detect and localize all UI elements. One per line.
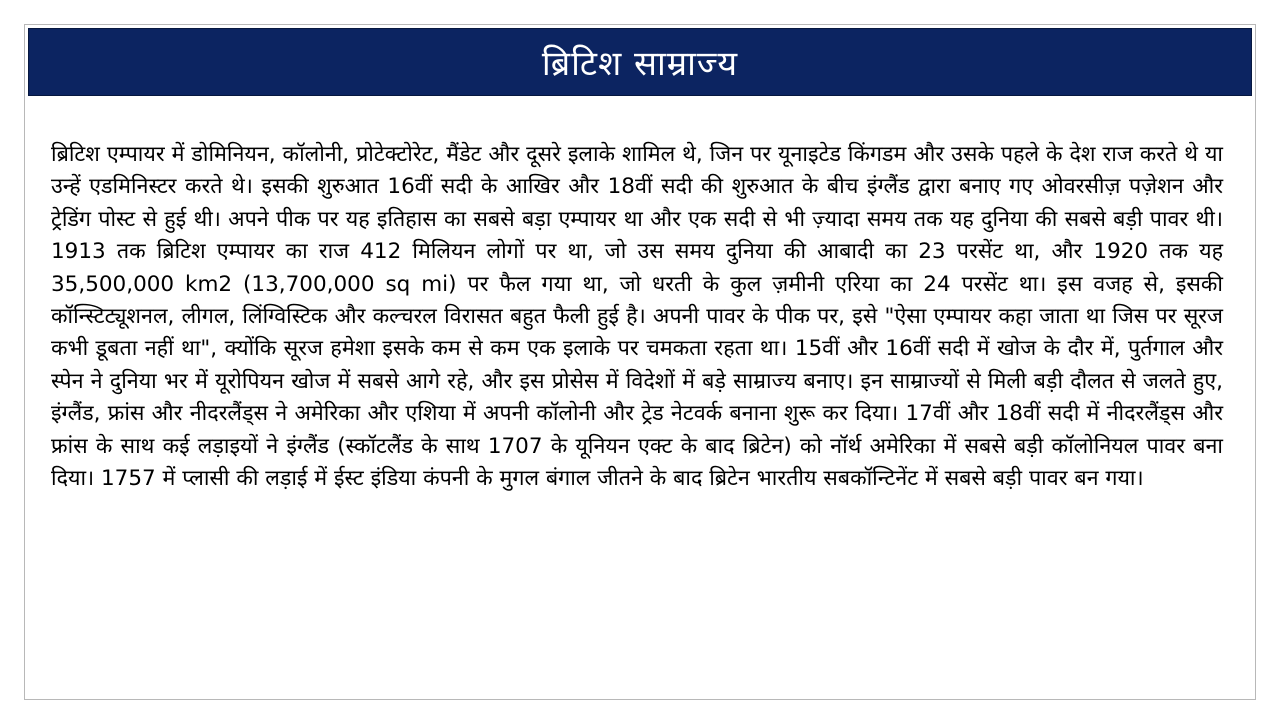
slide: [24, 24, 1256, 700]
slide-title: ब्रिटिश साम्राज्य: [541, 44, 739, 84]
title-bar: [28, 28, 1252, 96]
body-paragraph: ब्रिटिश एम्पायर में डोमिनियन, कॉलोनी, प्रोटेक्टोरेट, मैंडेट और दूसरे इलाके शामिल थे, जिन पर यूनाइटेड किंगडम और उसके पहले के देश राज करते थे या उन्हें एडमिनिस्टर करते थे। इसकी शुरुआत 16वीं सदी के आखिर और 18वीं सदी की शुरुआत के बीच इंग्लैंड द्वारा बनाए गए ओवरसीज़ पज़ेशन और ट्रेडिंग पोस्ट से हुई थी। अपने पीक पर यह इतिहास का सबसे बड़ा एम्पायर था और एक सदी से भी ज़्यादा समय तक यह दुनिया की सबसे बड़ी पावर थी। 1913 तक ब्रिटिश एम्पायर का राज 412 मिलियन लोगों पर था, जो उस समय दुनिया की आबादी का 23 परसेंट था, और 1920 तक यह 35,500,000 km2 (13,700,000 sq mi) पर फैल गया था, जो धरती के कुल ज़मीनी एरिया का 24 परसेंट था। इस वजह से, इसकी कॉन्स्टिट्यूशनल, लीगल, लिंग्विस्टिक और कल्चरल विरासत बहुत फैली हुई है। अपनी पावर के पीक पर, इसे "ऐसा एम्पायर कहा जाता था जिस पर सूरज कभी डूबता नहीं था", क्योंकि सूरज हमेशा इसके कम से कम एक इलाके पर चमकता रहता था। 15वीं और 16वीं सदी में खोज के दौर में, पुर्तगाल और स्पेन ने दुनिया भर में यूरोपियन खोज में सबसे आगे रहे, और इस प्रोसेस में विदेशों में बड़े साम्राज्य बनाए। इन साम्राज्यों से मिली बड़ी दौलत से जलते हुए, इंग्लैंड, फ्रांस और नीदरलैंड्स ने अमेरिका और एशिया में अपनी कॉलोनी और ट्रेड नेटवर्क बनाना शुरू कर दिया। 17वीं और 18वीं सदी में नीदरलैंड्स और फ्रांस के साथ कई लड़ाइयों ने इंग्लैंड (स्कॉटलैंड के साथ 1707 के यूनियन एक्ट के बाद ब्रिटेन) को नॉर्थ अमेरिका में सबसे बड़ी कॉलोनियल पावर बना दिया। 1757 में प्लासी की लड़ाई में ईस्ट इंडिया कंपनी के मुगल बंगाल जीतने के बाद ब्रिटेन भारतीय सबकॉन्टिनेंट में सबसे बड़ी पावर बन गया।: [51, 142, 1223, 492]
